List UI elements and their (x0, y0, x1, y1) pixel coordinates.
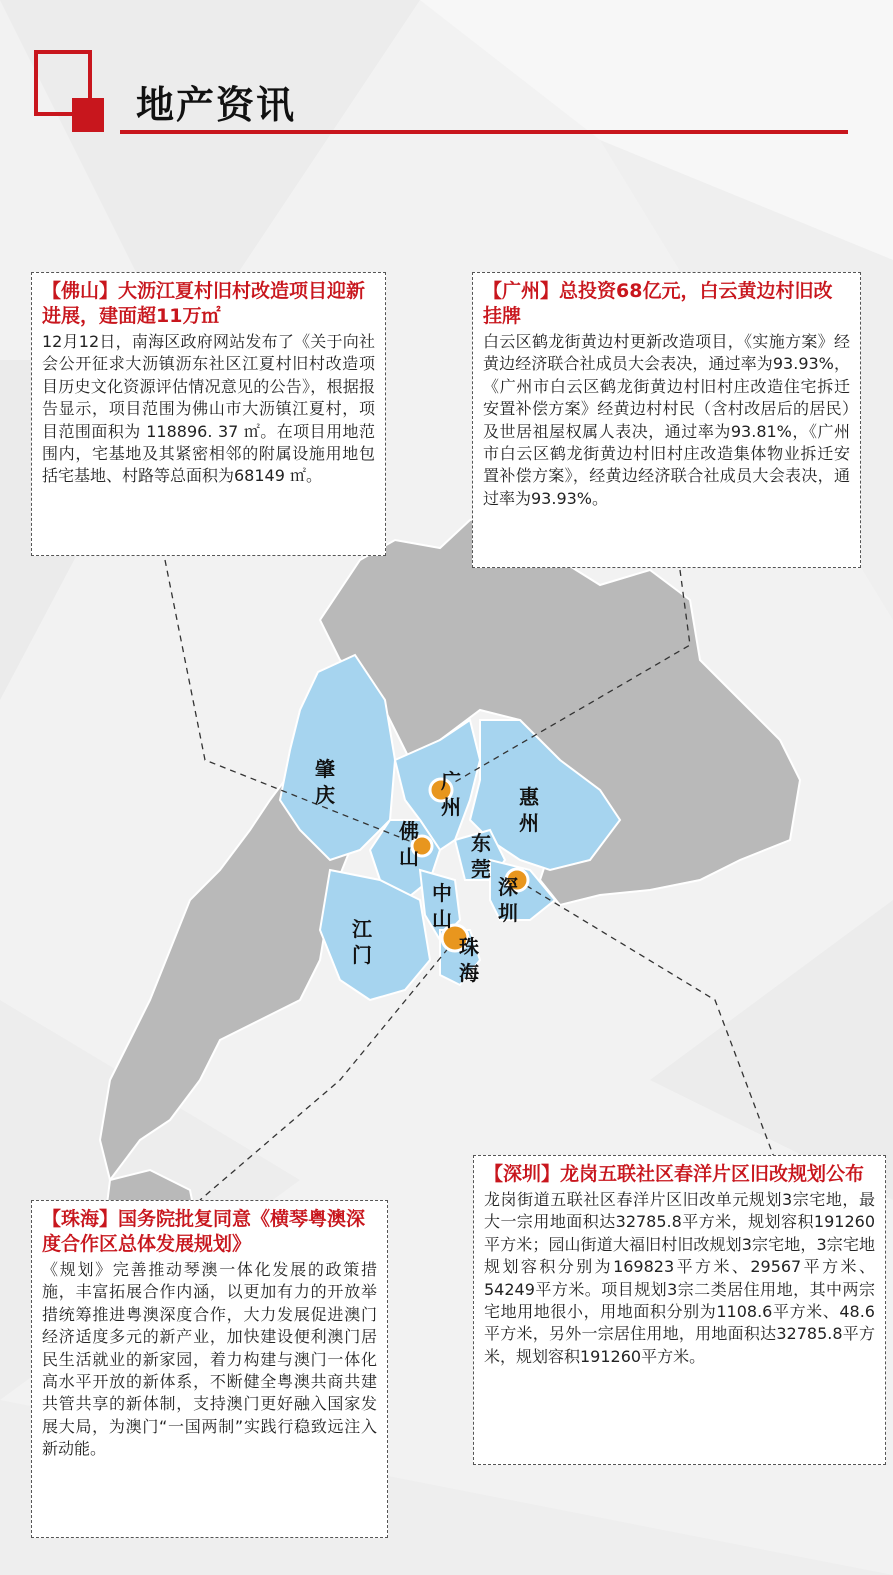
city-label-zhaoqing: 肇庆 (315, 757, 335, 807)
city-label-jiangmen: 江门 (352, 917, 372, 967)
city-label-zhuhai: 珠海 (459, 935, 479, 985)
news-title: 【广州】总投资68亿元，白云黄边村旧改挂牌 (483, 280, 833, 327)
news-card-guangzhou (472, 272, 861, 568)
news-card-shenzhen (473, 1155, 886, 1465)
news-title: 【深圳】龙岗五联社区春洋片区旧改规划公布 (484, 1163, 865, 1185)
news-card-foshan (31, 272, 386, 556)
news-body: 12月12日，南海区政府网站发布了《关于向社会公开征求大沥镇沥东社区江夏村旧村改造项目历史文化资源评估情况意见的公告》，根据报告显示，项目范围为佛山市大沥镇江夏村，项目范围面积为 118896. 37 ㎡。在项目用地范围内，宅基地及其紧密相邻的附属设施用地包括宅基地、村路等总面积为68149 ㎡。 (42, 332, 375, 486)
news-body: 白云区鹤龙街黄边村更新改造项目，《实施方案》经黄边经济联合社成员大会表决，通过率为93.93%，《广州市白云区鹤龙街黄边村旧村庄改造住宅拆迁安置补偿方案》经黄边村村民（含村改居后的居民）及世居祖屋权属人表决，通过率为93.81%，《广州市白云区鹤龙街黄边村旧村庄改造集体物业拆迁安置补偿方案》，经黄边经济联合社成员大会表决，通过率为93.93%。 (483, 332, 850, 508)
news-card-zhuhai (31, 1200, 388, 1538)
city-label-dongguan: 东莞 (471, 831, 491, 881)
city-label-foshan: 佛山 (399, 819, 419, 869)
news-body: 《规划》完善推动琴澳一体化发展的政策措施，丰富拓展合作内涵，以更加有力的开放举措统筹推进粤澳深度合作，大力发展促进澳门经济适度多元的新产业，加快建设便利澳门居民生活就业的新家园，着力构建与澳门一体化高水平开放的新体系，不断健全粤澳共商共建共管共享的新体制，支持澳门更好融入国家发展大局，为澳门“一国两制”实践行稳致远注入新动能。 (42, 1260, 377, 1459)
news-title: 【佛山】大沥江夏村旧村改造项目迎新进展，建面超11万㎡ (42, 280, 366, 327)
news-body: 龙岗街道五联社区春洋片区旧改单元规划3宗宅地，最大一宗用地面积达32785.8平方米，规划容积191260平方米；园山街道大福旧村旧改规划3宗宅地，3宗宅地规划容积分别为169823平方米、29567平方米、54249平方米。项目规划3宗二类居住用地，其中两宗宅地用地很小，用地面积分别为1108.6平方米、48.6平方米，另外一宗居住用地，用地面积达32785.8平方米，规划容积191260平方米。 (484, 1190, 875, 1366)
city-label-huizhou: 惠州 (519, 785, 539, 835)
city-label-zhongshan: 中山 (432, 881, 452, 931)
city-label-guangzhou: 广州 (441, 769, 461, 819)
city-label-shenzhen: 深圳 (498, 875, 518, 925)
page-title: 地产资讯 (136, 83, 297, 127)
news-title: 【珠海】国务院批复同意《横琴粤澳深度合作区总体发展规划》 (42, 1208, 366, 1255)
